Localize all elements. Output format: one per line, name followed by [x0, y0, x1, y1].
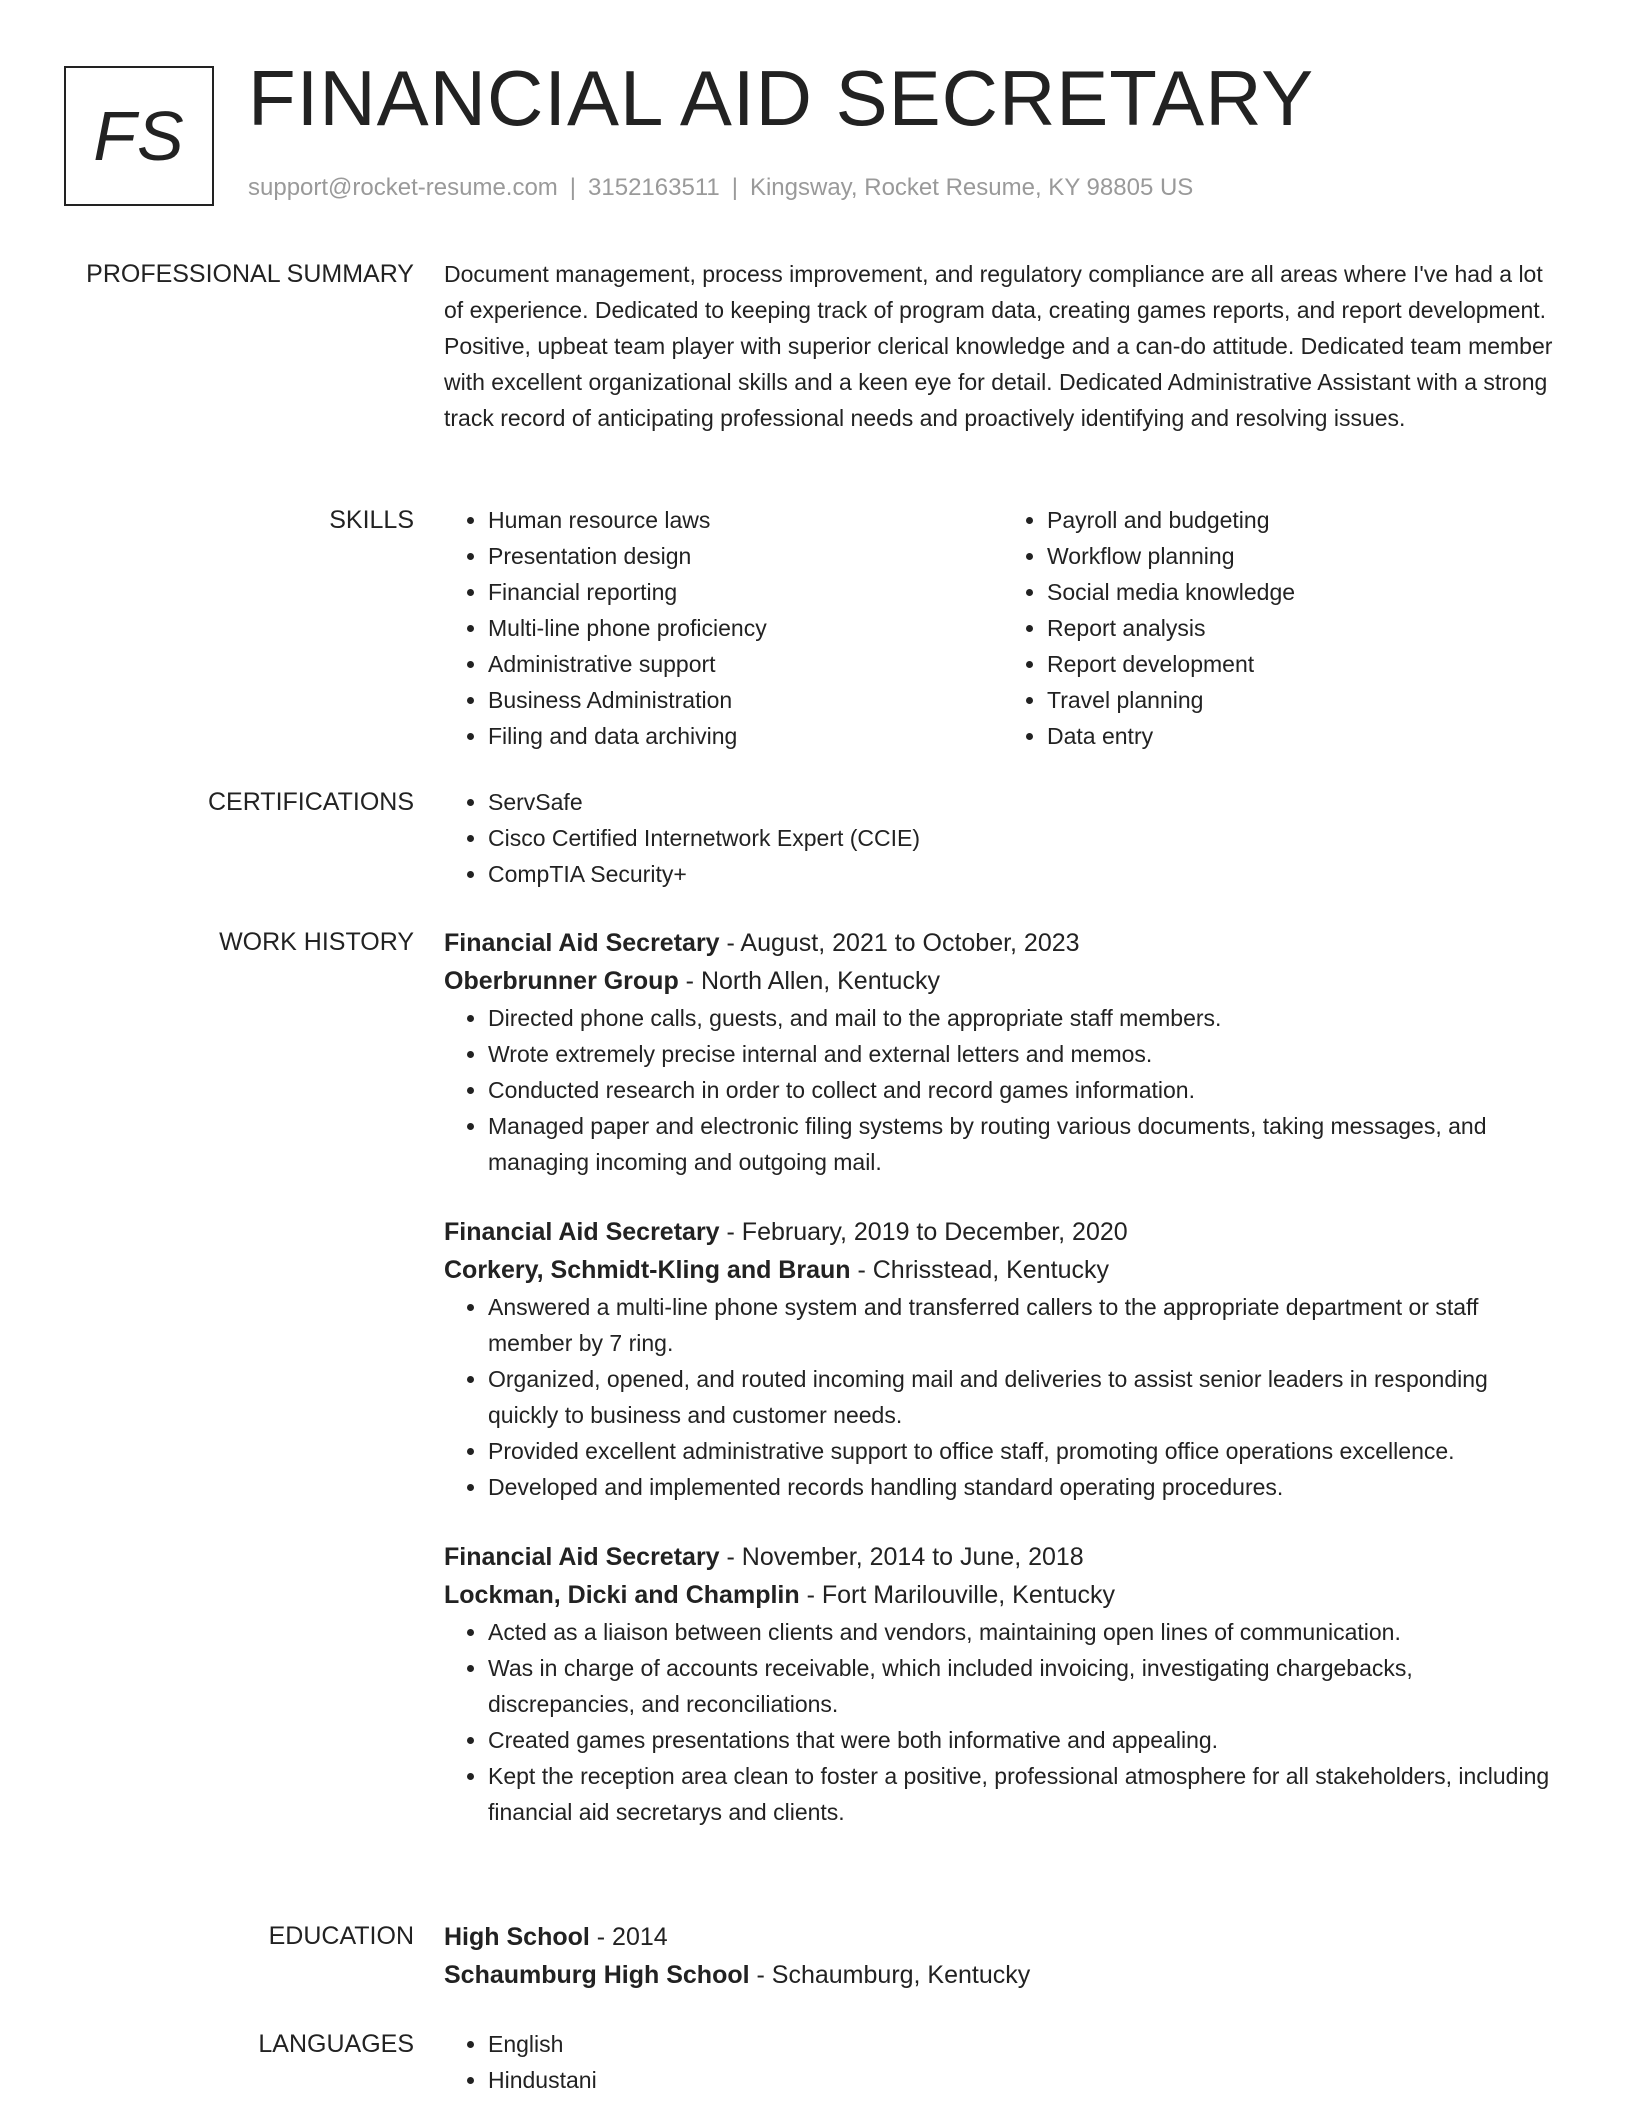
- section-label-languages: LANGUAGES: [258, 2030, 414, 2058]
- job-company: Corkery, Schmidt-Kling and Braun: [444, 1256, 851, 1284]
- job-dates: - August, 2021 to October, 2023: [719, 929, 1080, 957]
- skill-item: • Human resource laws: [488, 502, 1003, 538]
- contact-separator: |: [731, 174, 738, 201]
- job-company-line: [444, 962, 1562, 1000]
- education-degree: High School: [444, 1923, 590, 1951]
- job-location: - Chrisstead, Kentucky: [850, 1256, 1109, 1284]
- section-label-work-history: WORK HISTORY: [219, 928, 414, 956]
- skill-item: • Presentation design: [488, 538, 1003, 574]
- skill-item: • Travel planning: [1047, 682, 1562, 718]
- skill-item: • Business Administration: [488, 682, 1003, 718]
- skill-item: • Report analysis: [1047, 610, 1562, 646]
- education-year: - 2014: [589, 1923, 668, 1951]
- education-location: - Schaumburg, Kentucky: [749, 1961, 1031, 1989]
- job-duties-list: [444, 1289, 1562, 1505]
- job-dates: - November, 2014 to June, 2018: [719, 1543, 1084, 1571]
- skill-item: • Financial reporting: [488, 574, 1003, 610]
- job-location: - Fort Marilouville, Kentucky: [799, 1581, 1116, 1609]
- job-duty: • Was in charge of accounts receivable, which included invoicing, investigating chargebacks, discrepancies, and reconciliations.: [488, 1650, 1562, 1722]
- job-title: Financial Aid Secretary: [444, 1218, 720, 1246]
- job-company-line: [444, 1576, 1562, 1614]
- job-duty: • Organized, opened, and routed incoming mail and deliveries to assist senior leaders in responding quickly to business and customer needs.: [488, 1361, 1562, 1433]
- job-company: Lockman, Dicki and Champlin: [444, 1581, 800, 1609]
- languages-list: [444, 2026, 1562, 2098]
- contact-line: [248, 174, 1193, 202]
- certification-item: • ServSafe: [488, 784, 1562, 820]
- job-location: - North Allen, Kentucky: [678, 967, 940, 995]
- contact-email: support@rocket-resume.com: [248, 174, 558, 201]
- job-title-line: [444, 1213, 1562, 1251]
- job-company-line: [444, 1251, 1562, 1289]
- skill-item: • Administrative support: [488, 646, 1003, 682]
- job-entry: [444, 1213, 1562, 1505]
- job-entry: [444, 1538, 1562, 1830]
- skills-columns: [444, 502, 1562, 754]
- contact-separator: |: [569, 174, 577, 201]
- job-duty: • Directed phone calls, guests, and mail to the appropriate staff members.: [488, 1000, 1562, 1036]
- certifications-list: [444, 784, 1562, 892]
- job-dates: - February, 2019 to December, 2020: [719, 1218, 1128, 1246]
- job-title: Financial Aid Secretary: [444, 929, 720, 957]
- section-label-education: EDUCATION: [268, 1922, 414, 1950]
- skill-item: • Multi-line phone proficiency: [488, 610, 1003, 646]
- education-body: [444, 1918, 1562, 1994]
- work-history-body: [444, 924, 1562, 1830]
- section-label-skills: SKILLS: [329, 506, 414, 534]
- skill-item: • Filing and data archiving: [488, 718, 1003, 754]
- job-duties-list: [444, 1000, 1562, 1180]
- job-title-line: [444, 924, 1562, 962]
- language-item: • Hindustani: [488, 2062, 1562, 2098]
- education-degree-line: [444, 1918, 1562, 1956]
- job-duty: • Conducted research in order to collect and record games information.: [488, 1072, 1562, 1108]
- skills-list-left: [444, 502, 1003, 754]
- skill-item: • Social media knowledge: [1047, 574, 1562, 610]
- education-school-line: [444, 1956, 1562, 1994]
- monogram-badge: [64, 66, 214, 206]
- languages-body: [444, 2026, 1562, 2098]
- section-label-summary: PROFESSIONAL SUMMARY: [86, 260, 414, 288]
- monogram-text: FS: [93, 97, 185, 175]
- skill-item: • Report development: [1047, 646, 1562, 682]
- section-label-certifications: CERTIFICATIONS: [207, 788, 414, 816]
- job-company: Oberbrunner Group: [444, 967, 679, 995]
- contact-address: Kingsway, Rocket Resume, KY 98805 US: [749, 174, 1194, 201]
- skill-item: • Workflow planning: [1047, 538, 1562, 574]
- job-entry: [444, 924, 1562, 1180]
- job-duty: • Provided excellent administrative support to office staff, promoting office operations excellence.: [488, 1433, 1562, 1469]
- certification-item: • CompTIA Security+: [488, 856, 1562, 892]
- job-duty: • Created games presentations that were both informative and appealing.: [488, 1722, 1562, 1758]
- certifications-body: [444, 784, 1562, 892]
- job-duty: • Developed and implemented records handling standard operating procedures.: [488, 1469, 1562, 1505]
- job-duty: • Kept the reception area clean to foster a positive, professional atmosphere for all stakeholders, including financial aid secretarys and clients.: [488, 1758, 1562, 1830]
- job-duty: • Answered a multi-line phone system and transferred callers to the appropriate department or staff member by 7 ring.: [488, 1289, 1562, 1361]
- skill-item: • Data entry: [1047, 718, 1562, 754]
- contact-phone: 3152163511: [588, 174, 720, 201]
- language-item: • English: [488, 2026, 1562, 2062]
- job-title-line: [444, 1538, 1562, 1576]
- skills-list-right: [1003, 502, 1562, 754]
- education-school: Schaumburg High School: [444, 1961, 750, 1989]
- resume-title: FINANCIAL AID SECRETARY: [248, 54, 1315, 142]
- job-duties-list: [444, 1614, 1562, 1830]
- job-duty: • Managed paper and electronic filing systems by routing various documents, taking messages, and managing incoming and outgoing mail.: [488, 1108, 1562, 1180]
- summary-text: Document management, process improvement, and regulatory compliance are all areas where I've had a lot of experience. Dedicated to keeping track of program data, creating games reports, and report development. Positive, upbeat team player with superior clerical knowledge and a can-do attitude. Dedicated team member with excellent organizational skills and a keen eye for detail. Dedicated Administrative Assistant with a strong track record of anticipating professional needs and proactively identifying and resolving issues.: [444, 261, 1553, 431]
- job-duty: • Acted as a liaison between clients and vendors, maintaining open lines of communication.: [488, 1614, 1562, 1650]
- certification-item: • Cisco Certified Internetwork Expert (CCIE): [488, 820, 1562, 856]
- summary-body: [444, 256, 1562, 436]
- skill-item: • Payroll and budgeting: [1047, 502, 1562, 538]
- job-duty: • Wrote extremely precise internal and external letters and memos.: [488, 1036, 1562, 1072]
- job-title: Financial Aid Secretary: [444, 1543, 720, 1571]
